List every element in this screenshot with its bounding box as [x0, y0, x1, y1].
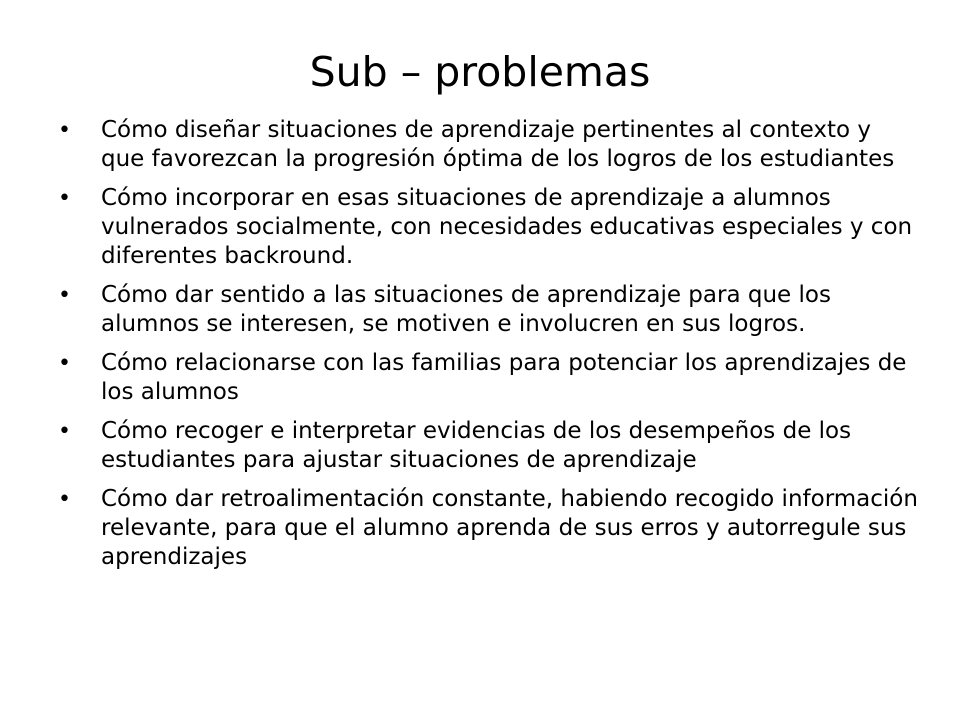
bullet-text: Cómo dar sentido a las situaciones de aprendizaje para que los alumnos se interesen, se motiven e involucren en sus logros.: [101, 282, 831, 337]
slide-title: Sub – problemas: [309, 48, 651, 96]
bullet-dot-icon: •: [58, 351, 71, 376]
bullet-text: Cómo dar retroalimentación constante, habiendo recogido información relevante, para que el alumno aprenda de sus erros y autorregule sus aprendizajes: [101, 486, 918, 570]
bullet-text: Cómo incorporar en esas situaciones de aprendizaje a alumnos vulnerados socialmente, con necesidades educativas especiales y con diferentes backround.: [101, 185, 913, 269]
bullet-item: [58, 184, 918, 271]
bullet-text: Cómo recoger e interpretar evidencias de los desempeños de los estudiantes para ajustar situaciones de aprendizaje: [101, 418, 852, 473]
bullet-text: Cómo relacionarse con las familias para potenciar los aprendizajes de los alumnos: [101, 350, 907, 405]
bullet-dot-icon: •: [58, 186, 71, 211]
bullet-dot-icon: •: [58, 419, 71, 444]
bullet-item: [58, 485, 918, 572]
bullet-item: [58, 417, 918, 475]
bullet-item: [58, 281, 918, 339]
bullet-dot-icon: •: [58, 283, 71, 308]
bullet-text: Cómo diseñar situaciones de aprendizaje pertinentes al contexto y que favorezcan la progresión óptima de los logros de los estudiantes: [101, 117, 895, 172]
bullet-list: [58, 116, 918, 572]
bullet-dot-icon: •: [58, 118, 71, 143]
bullet-item: [58, 116, 918, 174]
bullet-item: [58, 349, 918, 407]
bullet-dot-icon: •: [58, 487, 71, 512]
